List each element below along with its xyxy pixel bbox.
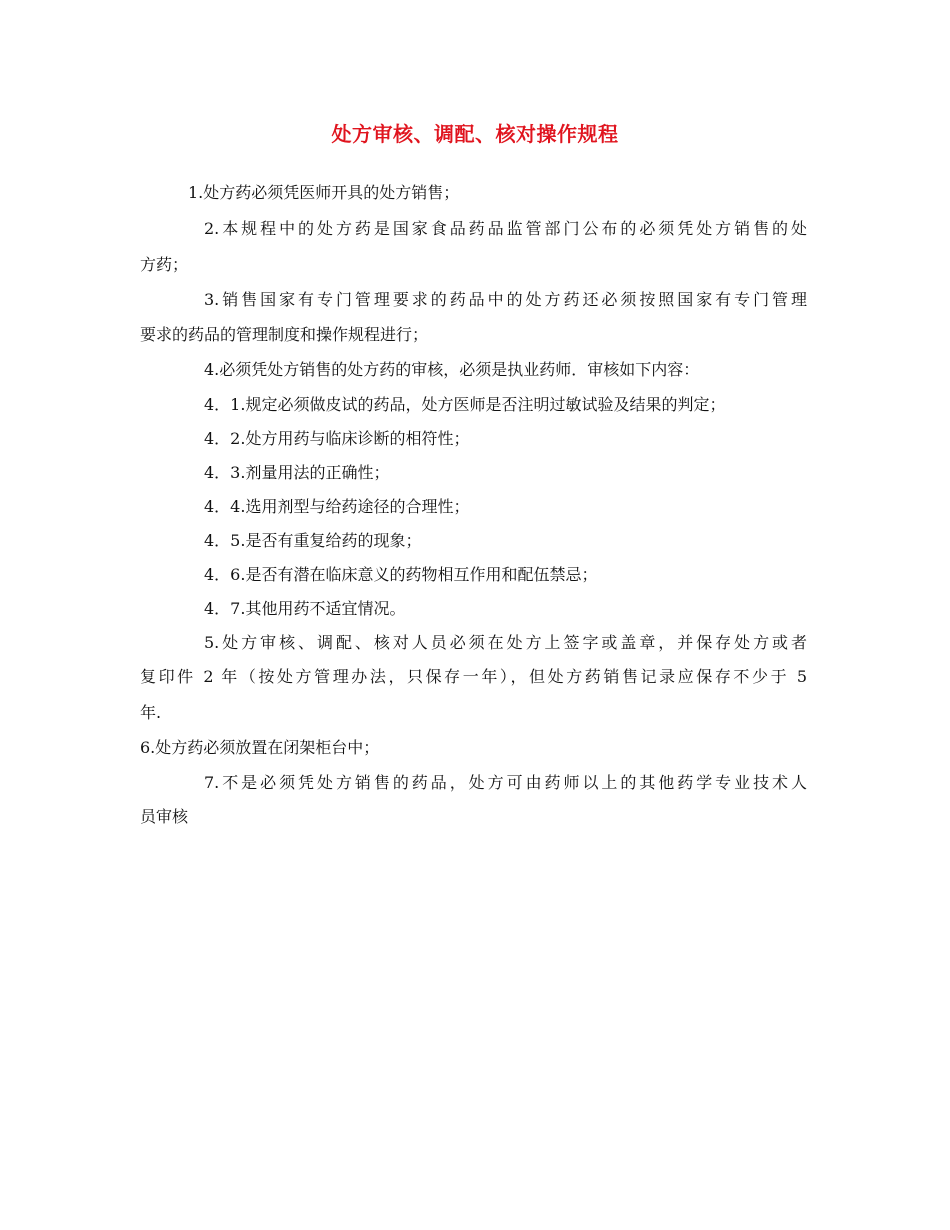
rule-4-5: 4．5.是否有重复给药的现象；	[204, 531, 422, 550]
rule-4-2: 4．2.处方用药与临床诊断的相符性；	[204, 429, 470, 448]
rule-2-line-1: 2.本规程中的处方药是国家食品药品监管部门公布的必须凭处方销售的处	[204, 219, 807, 238]
rule-3-line-2: 要求的药品的管理制度和操作规程进行；	[140, 325, 429, 344]
rule-4-4: 4．4.选用剂型与给药途径的合理性；	[204, 497, 470, 516]
rule-4: 4.必须凭处方销售的处方药的审核，必须是执业药师．审核如下内容：	[204, 360, 700, 379]
rule-7-line-1: 7.不是必须凭处方销售的药品，处方可由药师以上的其他药学专业技术人	[204, 773, 807, 792]
rule-4-7: 4．7.其他用药不适宜情况。	[204, 599, 406, 618]
rule-4-6: 4．6.是否有潜在临床意义的药物相互作用和配伍禁忌；	[204, 565, 598, 584]
rule-5-line-1: 5.处方审核、调配、核对人员必须在处方上签字或盖章，并保存处方或者	[204, 633, 807, 652]
rule-2-line-2: 方药；	[140, 255, 189, 274]
rule-3-line-1: 3.销售国家有专门管理要求的药品中的处方药还必须按照国家有专门管理	[204, 290, 807, 309]
rule-5-line-2: 复印件 2 年（按处方管理办法，只保存一年），但处方药销售记录应保存不少于 5	[140, 667, 807, 686]
rule-4-1: 4．1.规定必须做皮试的药品，处方医师是否注明过敏试验及结果的判定；	[204, 395, 726, 414]
rule-7-line-2: 员审核	[140, 807, 189, 826]
rule-5-line-3: 年.	[140, 703, 162, 722]
rule-4-3: 4．3.剂量用法的正确性；	[204, 463, 390, 482]
rule-1: 1.处方药必须凭医师开具的处方销售；	[188, 183, 460, 202]
document-title: 处方审核、调配、核对操作规程	[331, 122, 619, 146]
rule-6: 6.处方药必须放置在闭架柜台中；	[140, 738, 380, 757]
